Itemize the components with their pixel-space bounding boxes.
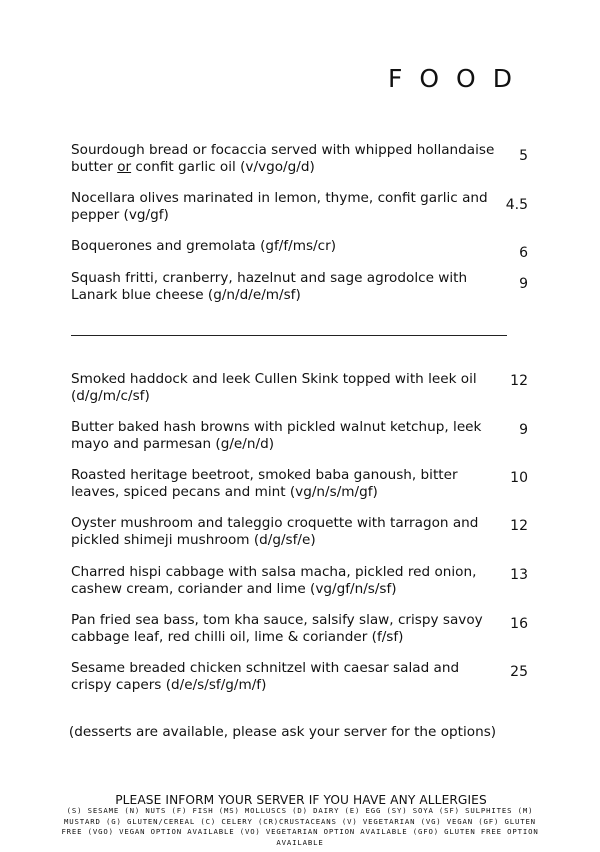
menu-item-price: 4.5 <box>505 197 528 213</box>
menu-item-description: Oyster mushroom and taleggio croquette with tarragon and pickled shimeji mushroom (d/g/sf/e) <box>71 515 479 548</box>
menu-item-description: Sourdough bread or focaccia served with whipped hollandaise butter or confit garlic oil (v/vgo/g/d) <box>71 142 495 175</box>
menu-item-price: 13 <box>510 567 528 583</box>
menu-item-description: Squash fritti, cranberry, hazelnut and sage agrodolce with Lanark blue cheese (g/n/d/e/m/sf) <box>71 270 468 303</box>
menu-item-description: Boquerones and gremolata (gf/f/ms/cr) <box>71 238 336 254</box>
menu-item-price: 25 <box>510 664 528 680</box>
menu-item-price: 12 <box>510 373 528 389</box>
menu-item-beetroot <box>71 467 501 501</box>
menu-item-price: 16 <box>510 616 528 632</box>
menu-item-description: Charred hispi cabbage with salsa macha, pickled red onion, cashew cream, coriander and lime (vg/gf/n/s/sf) <box>71 564 477 597</box>
menu-item-description: Roasted heritage beetroot, smoked baba ganoush, bitter leaves, spiced pecans and mint (vg/n/s/m/gf) <box>71 467 458 500</box>
menu-item-chicken-schnitzel <box>71 660 501 694</box>
menu-item-olives <box>71 190 501 224</box>
menu-item-description: Butter baked hash browns with pickled walnut ketchup, leek mayo and parmesan (g/e/n/d) <box>71 419 482 452</box>
menu-item-price: 6 <box>519 245 528 261</box>
allergy-key: (S) SESAME (N) NUTS (F) FISH (MS) MOLLUSCS (D) DAIRY (E) EGG (SY) SOYA (SF) SULPHITES (M) MUSTARD (G) GLUTEN/CEREAL (C) CELERY (CR)CRUSTACEANS (V) VEGETARIAN (VG) VEGAN (GF) GLUTEN FREE (VGO) VEGAN OPTION AVAILABLE (VO) VEGETARIAN OPTION AVAILABLE (GFO) GLUTEN FREE OPTION AVAILABLE <box>61 806 539 847</box>
menu-item-price: 5 <box>519 148 528 164</box>
section-divider <box>71 335 507 336</box>
menu-item-description: Nocellara olives marinated in lemon, thyme, confit garlic and pepper (vg/gf) <box>71 190 488 223</box>
underlined-word: or <box>117 159 132 175</box>
menu-item-cullen-skink <box>71 371 501 405</box>
menu-item-price: 12 <box>510 518 528 534</box>
menu-item-price: 10 <box>510 470 528 486</box>
page-title: FOOD <box>388 64 529 93</box>
menu-item-price: 9 <box>519 276 528 292</box>
menu-item-sourdough <box>71 142 501 176</box>
menu-item-hash-browns <box>71 419 501 453</box>
menu-item-price: 9 <box>519 422 528 438</box>
menu-item-sea-bass <box>71 612 501 646</box>
menu-item-squash-fritti <box>71 270 501 304</box>
menu-item-description: Sesame breaded chicken schnitzel with caesar salad and crispy capers (d/e/s/sf/g/m/f) <box>71 660 460 693</box>
dessert-note: (desserts are available, please ask your server for the options) <box>68 724 497 740</box>
menu-item-description: Smoked haddock and leek Cullen Skink topped with leek oil (d/g/m/c/sf) <box>71 371 477 404</box>
menu-item-boquerones <box>71 238 501 255</box>
menu-item-description: Pan fried sea bass, tom kha sauce, salsify slaw, crispy savoy cabbage leaf, red chilli oil, lime & coriander (f/sf) <box>71 612 483 645</box>
menu-item-croquette <box>71 515 501 549</box>
allergy-heading: PLEASE INFORM YOUR SERVER IF YOU HAVE ANY ALLERGIES <box>115 793 487 807</box>
menu-item-hispi-cabbage <box>71 564 501 598</box>
